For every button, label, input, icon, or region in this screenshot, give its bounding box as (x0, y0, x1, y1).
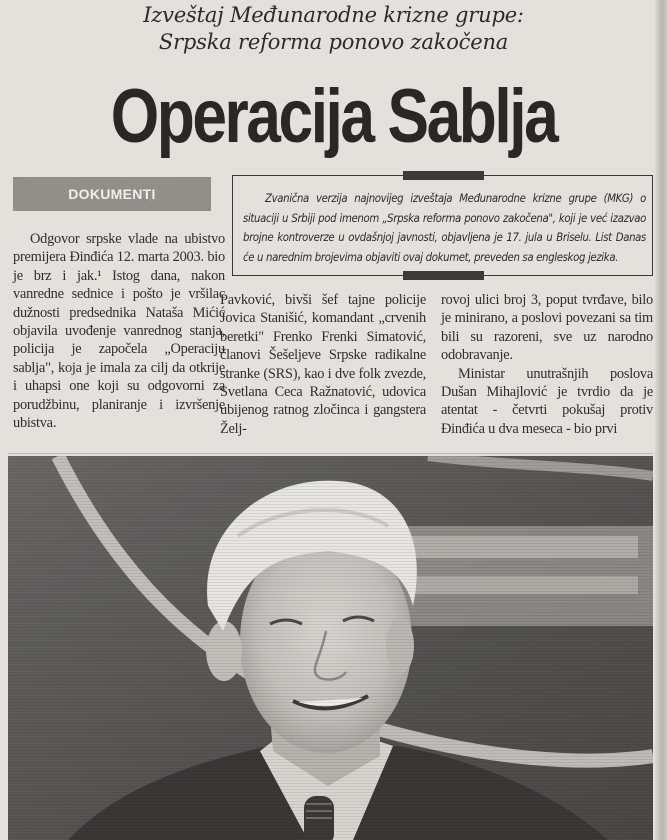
column-3-paragraph-2: Ministar unutrašnjih poslova Dušan Mihajlović je tvrdio da je atentat - četvrti pokušaj protiv Đinđića u dva meseca - bio prvi (441, 365, 653, 437)
intro-box-bottom-bar (403, 271, 484, 280)
portrait-illustration (8, 456, 653, 840)
kicker-line-2: Srpska reforma ponovo zakočena (158, 30, 509, 54)
photo-top-rule (8, 453, 653, 454)
intro-box (232, 175, 653, 276)
column-2-text: Pavković, bivši šef tajne policije Jovica Stanišić, komandant „crvenih beretki" Frenko Frenki Simatović, članovi Šešeljeve Srpske radikalne stranke (SRS), kao i dve folk zvezde, Svetlana Ceca Ražnatović, udovica ubijenog ratnog zločinca i gangstera Želj- (220, 292, 426, 437)
kicker-line-1: Izveštaj Međunarodne krizne grupe: (143, 3, 524, 27)
article-column-1 (13, 230, 225, 432)
section-label: DOKUMENTI (13, 177, 211, 211)
intro-text: Zvanična verzija najnovijeg izveštaja Međunarodne krizne grupe (MKG) o situaciji u Srbiji pod imenom „Srpska reforma ponovo zakočena", koji je već izazvao brojne kontroverze u ovdašnjoj javnosti, objavljena je 17. jula u Briselu. List Danas će u narednim brojevima objaviti ovaj dokumet, preveden sa engleskog jezika. (243, 192, 646, 264)
column-1-text: Odgovor srpske vlade na ubistvo premijera Đinđića 12. marta 2003. bio je brz i jak.¹ Istog dana, nakon vanredne sednice i pošto je vršilac dužnosti predsednika Nataša Mićić objavila uvođenje vanrednog stanja, policija je započela „Operaciju sablja", koja je imala za cilj da otkrije i uhapsi one koji su odgovorni za porudžbinu, planiranje i izvršenje ubistva. (13, 231, 225, 432)
article-headline: Operacija Sablja (110, 74, 557, 159)
article-photo (8, 456, 653, 840)
column-3-paragraph-1: rovoj ulici broj 3, poput tvrđave, bilo je minirano, a poslovi povezani sa tim bili su razoreni, sve uz narodno odobravanje. (441, 292, 653, 364)
page-fold-edge (655, 0, 667, 840)
article-column-2 (220, 291, 426, 438)
article-kicker (0, 2, 667, 56)
article-column-3 (441, 291, 653, 438)
